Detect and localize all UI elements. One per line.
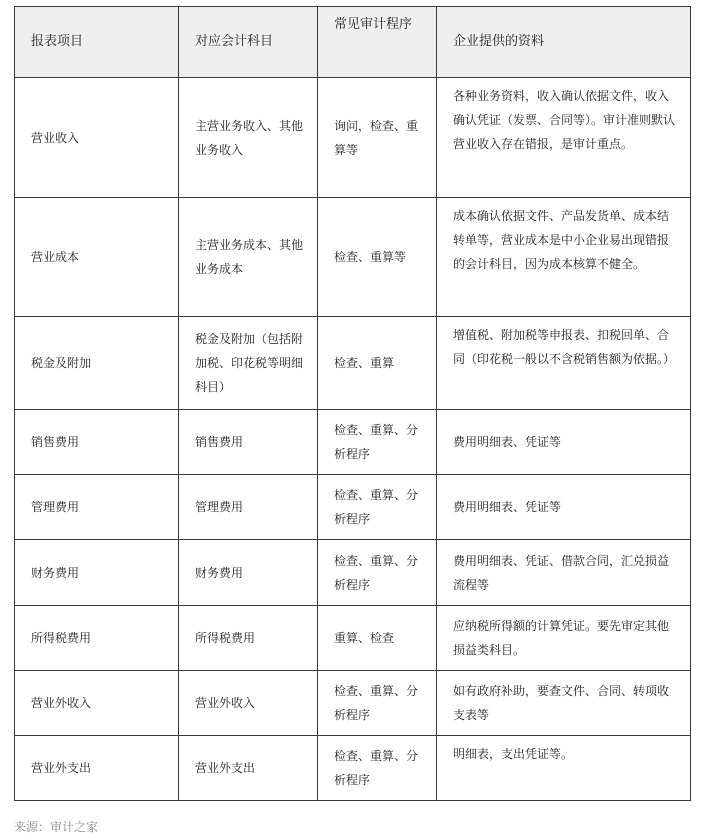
header-procedure: 常见审计程序 [318,7,437,78]
table-row [15,198,691,317]
cell-report-item: 所得税费用 [15,606,179,671]
table-row [15,736,691,801]
cell-account: 销售费用 [179,410,318,475]
cell-report-item: 管理费用 [15,475,179,540]
cell-materials: 费用明细表、凭证等 [437,475,691,540]
table-header-row [15,7,691,78]
table-row [15,317,691,410]
cell-account: 财务费用 [179,540,318,606]
cell-report-item: 税金及附加 [15,317,179,410]
table-row [15,671,691,736]
cell-report-item: 营业外收入 [15,671,179,736]
cell-procedure: 检查、重算、分析程序 [318,540,437,606]
cell-report-item: 营业收入 [15,78,179,198]
cell-account: 主营业务收入、其他业务收入 [179,78,318,198]
cell-materials: 费用明细表、凭证等 [437,410,691,475]
table-row [15,410,691,475]
cell-procedure: 检查、重算、分析程序 [318,671,437,736]
cell-procedure: 检查、重算、分析程序 [318,475,437,540]
cell-report-item: 营业外支出 [15,736,179,801]
source-caption: 来源：审计之家 [14,820,99,834]
cell-procedure: 检查、重算、分析程序 [318,736,437,801]
table-row [15,606,691,671]
cell-materials: 应纳税所得额的计算凭证。要先审定其他损益类科目。 [437,606,691,671]
cell-materials: 成本确认依据文件、产品发货单、成本结转单等，营业成本是中小企业易出现错报的会计科目，因为成本核算不健全。 [437,198,691,317]
header-report-item: 报表项目 [15,7,179,78]
cell-procedure: 检查、重算等 [318,198,437,317]
cell-materials: 费用明细表、凭证、借款合同，汇兑损益流程等 [437,540,691,606]
table-row [15,540,691,606]
cell-account: 管理费用 [179,475,318,540]
cell-account: 营业外收入 [179,671,318,736]
cell-materials: 明细表，支出凭证等。 [437,736,691,801]
table-row [15,475,691,540]
audit-table [14,6,691,801]
cell-procedure: 重算、检查 [318,606,437,671]
header-materials: 企业提供的资料 [437,7,691,78]
cell-materials: 如有政府补助，要查文件、合同、转项收支表等 [437,671,691,736]
cell-procedure: 检查、重算 [318,317,437,410]
table-row [15,78,691,198]
header-account: 对应会计科目 [179,7,318,78]
cell-report-item: 销售费用 [15,410,179,475]
cell-account: 主营业务成本、其他业务成本 [179,198,318,317]
cell-report-item: 财务费用 [15,540,179,606]
cell-account: 所得税费用 [179,606,318,671]
cell-materials: 增值税、附加税等申报表、扣税回单、合同（印花税一般以不含税销售额为依据。） [437,317,691,410]
cell-account: 营业外支出 [179,736,318,801]
cell-report-item: 营业成本 [15,198,179,317]
cell-procedure: 询问，检查、重算等 [318,78,437,198]
cell-account: 税金及附加（包括附加税、印花税等明细科目） [179,317,318,410]
cell-materials: 各种业务资料，收入确认依据文件，收入确认凭证（发票、合同等）。审计准则默认营业收入存在错报，是审计重点。 [437,78,691,198]
cell-procedure: 检查、重算、分析程序 [318,410,437,475]
